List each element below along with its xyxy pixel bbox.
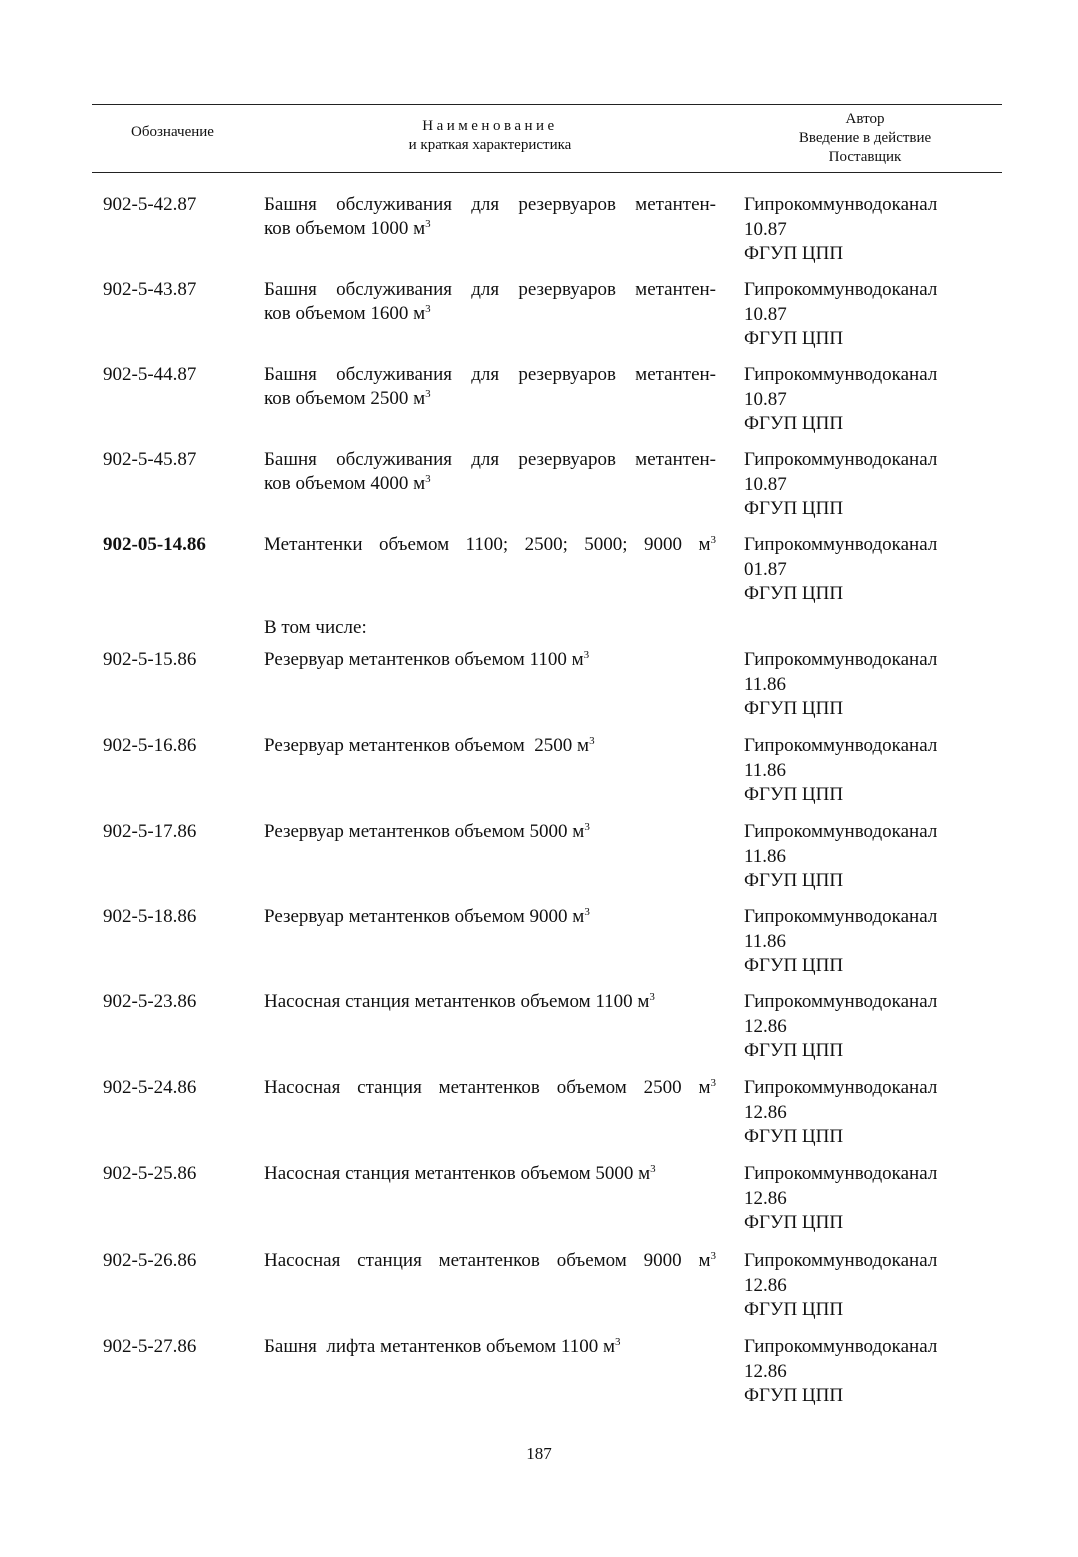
row-name bbox=[264, 734, 716, 758]
row-name-line-1: Башня обслуживания для резервуаров метантен- bbox=[264, 449, 716, 470]
row-date: 10.87 bbox=[744, 388, 787, 410]
row-name bbox=[264, 820, 716, 844]
row-author-name: Гипрокоммунводоканал bbox=[744, 279, 938, 300]
row-date: 11.86 bbox=[744, 930, 787, 952]
header-name-title: Наименование bbox=[422, 118, 558, 134]
row-date: 11.86 bbox=[744, 759, 787, 781]
row-name-line-2: ков объемом 4000 м bbox=[264, 473, 426, 494]
row-author-name: Гипрокоммунводоканал bbox=[744, 991, 938, 1012]
row-author-name: Гипрокоммунводоканал bbox=[744, 194, 938, 215]
row-name-line-2: ков объемом 1600 м bbox=[264, 303, 426, 324]
row-author bbox=[744, 1162, 937, 1236]
row-name-line-1: Насосная станция метантенков объемом 9000 м bbox=[264, 1250, 711, 1271]
row-author bbox=[744, 820, 937, 894]
row-name-line-1: Насосная станция метантенков объемом 1100 м bbox=[264, 991, 650, 1012]
row-author-name: Гипрокоммунводоканал bbox=[744, 1336, 938, 1357]
row-supplier: ФГУП ЦПП bbox=[744, 1385, 844, 1406]
row-name-line-1: Резервуар метантенков объемом 9000 м bbox=[264, 906, 585, 927]
row-name-line-1: Башня обслуживания для резервуаров метантен- bbox=[264, 194, 716, 215]
row-code: 902-5-25.86 bbox=[103, 1163, 197, 1184]
unit-exponent: 3 bbox=[589, 735, 595, 747]
row-author-name: Гипрокоммунводоканал bbox=[744, 906, 938, 927]
row-name-line-1: Резервуар метантенков объемом 5000 м bbox=[264, 821, 585, 842]
row-name bbox=[264, 278, 716, 302]
row-date: 12.86 bbox=[744, 1187, 787, 1209]
unit-exponent: 3 bbox=[425, 388, 431, 400]
row-code: 902-5-24.86 bbox=[103, 1077, 197, 1098]
row-author bbox=[744, 990, 937, 1064]
row-date: 12.86 bbox=[744, 1015, 787, 1037]
row-name bbox=[264, 990, 716, 1014]
row-author-name: Гипрокоммунводоканал bbox=[744, 1163, 938, 1184]
row-name-line-1: Резервуар метантенков объемом 1100 м bbox=[264, 649, 584, 670]
row-author-name: Гипрокоммунводоканал bbox=[744, 649, 938, 670]
unit-exponent: 3 bbox=[425, 218, 431, 230]
row-code: 902-5-15.86 bbox=[103, 649, 197, 670]
row-name bbox=[264, 905, 716, 929]
unit-exponent: 3 bbox=[584, 906, 590, 918]
header-author-line-1: Автор bbox=[845, 111, 885, 127]
row-name bbox=[264, 1076, 716, 1100]
row-author bbox=[744, 1249, 937, 1323]
row-date: 01.87 bbox=[744, 558, 787, 580]
header-author-line-2: Введение в действие bbox=[798, 130, 932, 146]
row-supplier: ФГУП ЦПП bbox=[744, 413, 844, 434]
row-supplier: ФГУП ЦПП bbox=[744, 1040, 844, 1061]
row-name bbox=[264, 448, 716, 472]
row-name-line-2: ков объемом 2500 м bbox=[264, 388, 426, 409]
sub-heading: В том числе: bbox=[264, 617, 367, 638]
row-name-line-1: Насосная станция метантенков объемом 5000 м bbox=[264, 1163, 651, 1184]
row-name-line-1: Насосная станция метантенков объемом 2500 м bbox=[264, 1077, 711, 1098]
row-name bbox=[264, 1249, 716, 1273]
row-author bbox=[744, 193, 937, 267]
row-supplier: ФГУП ЦПП bbox=[744, 1299, 844, 1320]
row-name bbox=[264, 1162, 716, 1186]
row-supplier: ФГУП ЦПП bbox=[744, 243, 844, 264]
row-supplier: ФГУП ЦПП bbox=[744, 698, 844, 719]
row-supplier: ФГУП ЦПП bbox=[744, 784, 844, 805]
row-date: 10.87 bbox=[744, 473, 787, 495]
page-number: 187 bbox=[526, 1444, 552, 1463]
row-name-continuation bbox=[264, 302, 716, 326]
row-author-name: Гипрокоммунводоканал bbox=[744, 821, 938, 842]
row-name bbox=[264, 1335, 716, 1359]
row-supplier: ФГУП ЦПП bbox=[744, 328, 844, 349]
row-date: 12.86 bbox=[744, 1360, 787, 1382]
row-supplier: ФГУП ЦПП bbox=[744, 870, 844, 891]
row-code: 902-5-16.86 bbox=[103, 735, 197, 756]
unit-exponent: 3 bbox=[710, 534, 716, 546]
row-author bbox=[744, 1335, 937, 1409]
row-name-line-1: Резервуар метантенков объемом 2500 м bbox=[264, 735, 590, 756]
unit-exponent: 3 bbox=[650, 1163, 656, 1175]
row-author bbox=[744, 734, 937, 808]
row-date: 12.86 bbox=[744, 1101, 787, 1123]
row-name bbox=[264, 363, 716, 387]
header-name-subtitle: и краткая характеристика bbox=[408, 137, 572, 153]
row-name bbox=[264, 533, 716, 557]
row-author-name: Гипрокоммунводоканал bbox=[744, 1250, 938, 1271]
row-author-name: Гипрокоммунводоканал bbox=[744, 364, 938, 385]
row-author-name: Гипрокоммунводоканал bbox=[744, 534, 938, 555]
row-date: 11.86 bbox=[744, 673, 787, 695]
unit-exponent: 3 bbox=[584, 821, 590, 833]
row-name-line-1: Башня обслуживания для резервуаров метантен- bbox=[264, 279, 716, 300]
row-code: 902-5-26.86 bbox=[103, 1250, 197, 1271]
row-code: 902-5-45.87 bbox=[103, 449, 197, 470]
row-name bbox=[264, 193, 716, 217]
unit-exponent: 3 bbox=[615, 1336, 621, 1348]
row-name-line-1: Башня лифта метантенков объемом 1100 м bbox=[264, 1336, 615, 1357]
unit-exponent: 3 bbox=[425, 303, 431, 315]
row-name-continuation bbox=[264, 217, 716, 241]
row-code: 902-5-27.86 bbox=[103, 1336, 197, 1357]
row-date: 11.86 bbox=[744, 845, 787, 867]
row-code: 902-5-43.87 bbox=[103, 279, 197, 300]
row-supplier: ФГУП ЦПП bbox=[744, 1212, 844, 1233]
row-author bbox=[744, 648, 937, 722]
row-author-name: Гипрокоммунводоканал bbox=[744, 449, 938, 470]
row-code: 902-5-42.87 bbox=[103, 194, 197, 215]
row-date: 10.87 bbox=[744, 218, 787, 240]
unit-exponent: 3 bbox=[583, 649, 590, 661]
row-code: 902-5-44.87 bbox=[103, 364, 197, 385]
row-name-line-1: Метантенки объемом 1100; 2500; 5000; 9000 м bbox=[264, 534, 711, 555]
row-name-line-2: ков объемом 1000 м bbox=[264, 218, 426, 239]
row-author bbox=[744, 448, 937, 522]
row-author bbox=[744, 905, 937, 979]
unit-exponent: 3 bbox=[710, 1250, 716, 1262]
row-code: 902-5-18.86 bbox=[103, 906, 197, 927]
row-code: 902-05-14.86 bbox=[103, 534, 206, 555]
row-name-continuation bbox=[264, 387, 716, 411]
row-supplier: ФГУП ЦПП bbox=[744, 498, 844, 519]
row-author bbox=[744, 363, 937, 437]
header-author-line-3: Поставщик bbox=[828, 149, 902, 165]
unit-exponent: 3 bbox=[710, 1077, 716, 1089]
row-code: 902-5-23.86 bbox=[103, 991, 197, 1012]
row-name-line-1: Башня обслуживания для резервуаров метантен- bbox=[264, 364, 716, 385]
unit-exponent: 3 bbox=[649, 991, 655, 1003]
unit-exponent: 3 bbox=[425, 473, 431, 485]
row-code: 902-5-17.86 bbox=[103, 821, 197, 842]
row-author-name: Гипрокоммунводоканал bbox=[744, 735, 938, 756]
row-date: 10.87 bbox=[744, 303, 787, 325]
row-name-continuation bbox=[264, 472, 716, 496]
header-designation: Обозначение bbox=[131, 124, 214, 140]
row-author bbox=[744, 1076, 937, 1150]
row-date: 12.86 bbox=[744, 1274, 787, 1296]
row-author bbox=[744, 278, 937, 352]
row-supplier: ФГУП ЦПП bbox=[744, 1126, 844, 1147]
row-supplier: ФГУП ЦПП bbox=[744, 955, 844, 976]
row-supplier: ФГУП ЦПП bbox=[744, 583, 844, 604]
row-name bbox=[264, 648, 716, 672]
row-author bbox=[744, 533, 937, 607]
row-author-name: Гипрокоммунводоканал bbox=[744, 1077, 938, 1098]
